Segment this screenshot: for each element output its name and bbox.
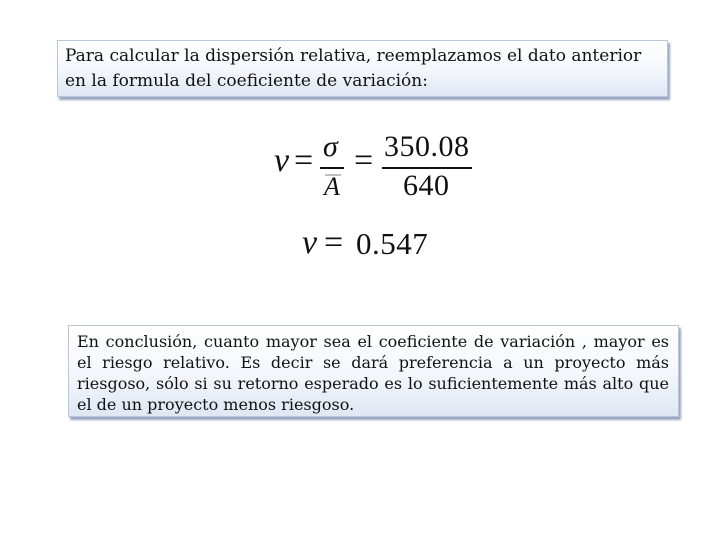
intro-line-1: Para calcular la dispersión relativa, reemplazamos el dato anterior xyxy=(65,46,642,66)
conclusion-line-4: el de un proyecto menos riesgoso. xyxy=(77,395,355,414)
formula-equals-sign: = xyxy=(294,142,314,179)
conclusion-line-3: riesgoso, sólo si su retorno esperado es lo suficientemente más alto que xyxy=(77,374,669,393)
formula-numerator-value: 350.08 xyxy=(384,130,470,163)
formula-equals-sign-2: = xyxy=(354,142,374,179)
conclusion-line-2: el riesgo relativo. Es decir se dará preferencia a un proyecto más xyxy=(77,353,669,372)
formula-fraction-bar-symbolic xyxy=(320,167,344,169)
result-equals-sign: = xyxy=(324,224,344,261)
coefficient-of-variation-formula xyxy=(272,128,482,203)
result-v-symbol: v xyxy=(302,224,318,261)
formula-a-symbol: A xyxy=(324,172,340,201)
conclusion-text-box xyxy=(68,325,679,417)
conclusion-line-1: En conclusión, cuanto mayor sea el coeficiente de variación , mayor es xyxy=(77,332,669,351)
intro-line-2: en la formula del coeficiente de variación: xyxy=(65,71,428,91)
formula-sigma-symbol: σ xyxy=(323,130,338,163)
result-value: 0.547 xyxy=(356,226,429,261)
result-formula xyxy=(300,222,460,266)
formula-denominator-value: 640 xyxy=(403,169,450,202)
formula-v-symbol: v xyxy=(274,142,290,179)
intro-text-box xyxy=(57,40,668,97)
